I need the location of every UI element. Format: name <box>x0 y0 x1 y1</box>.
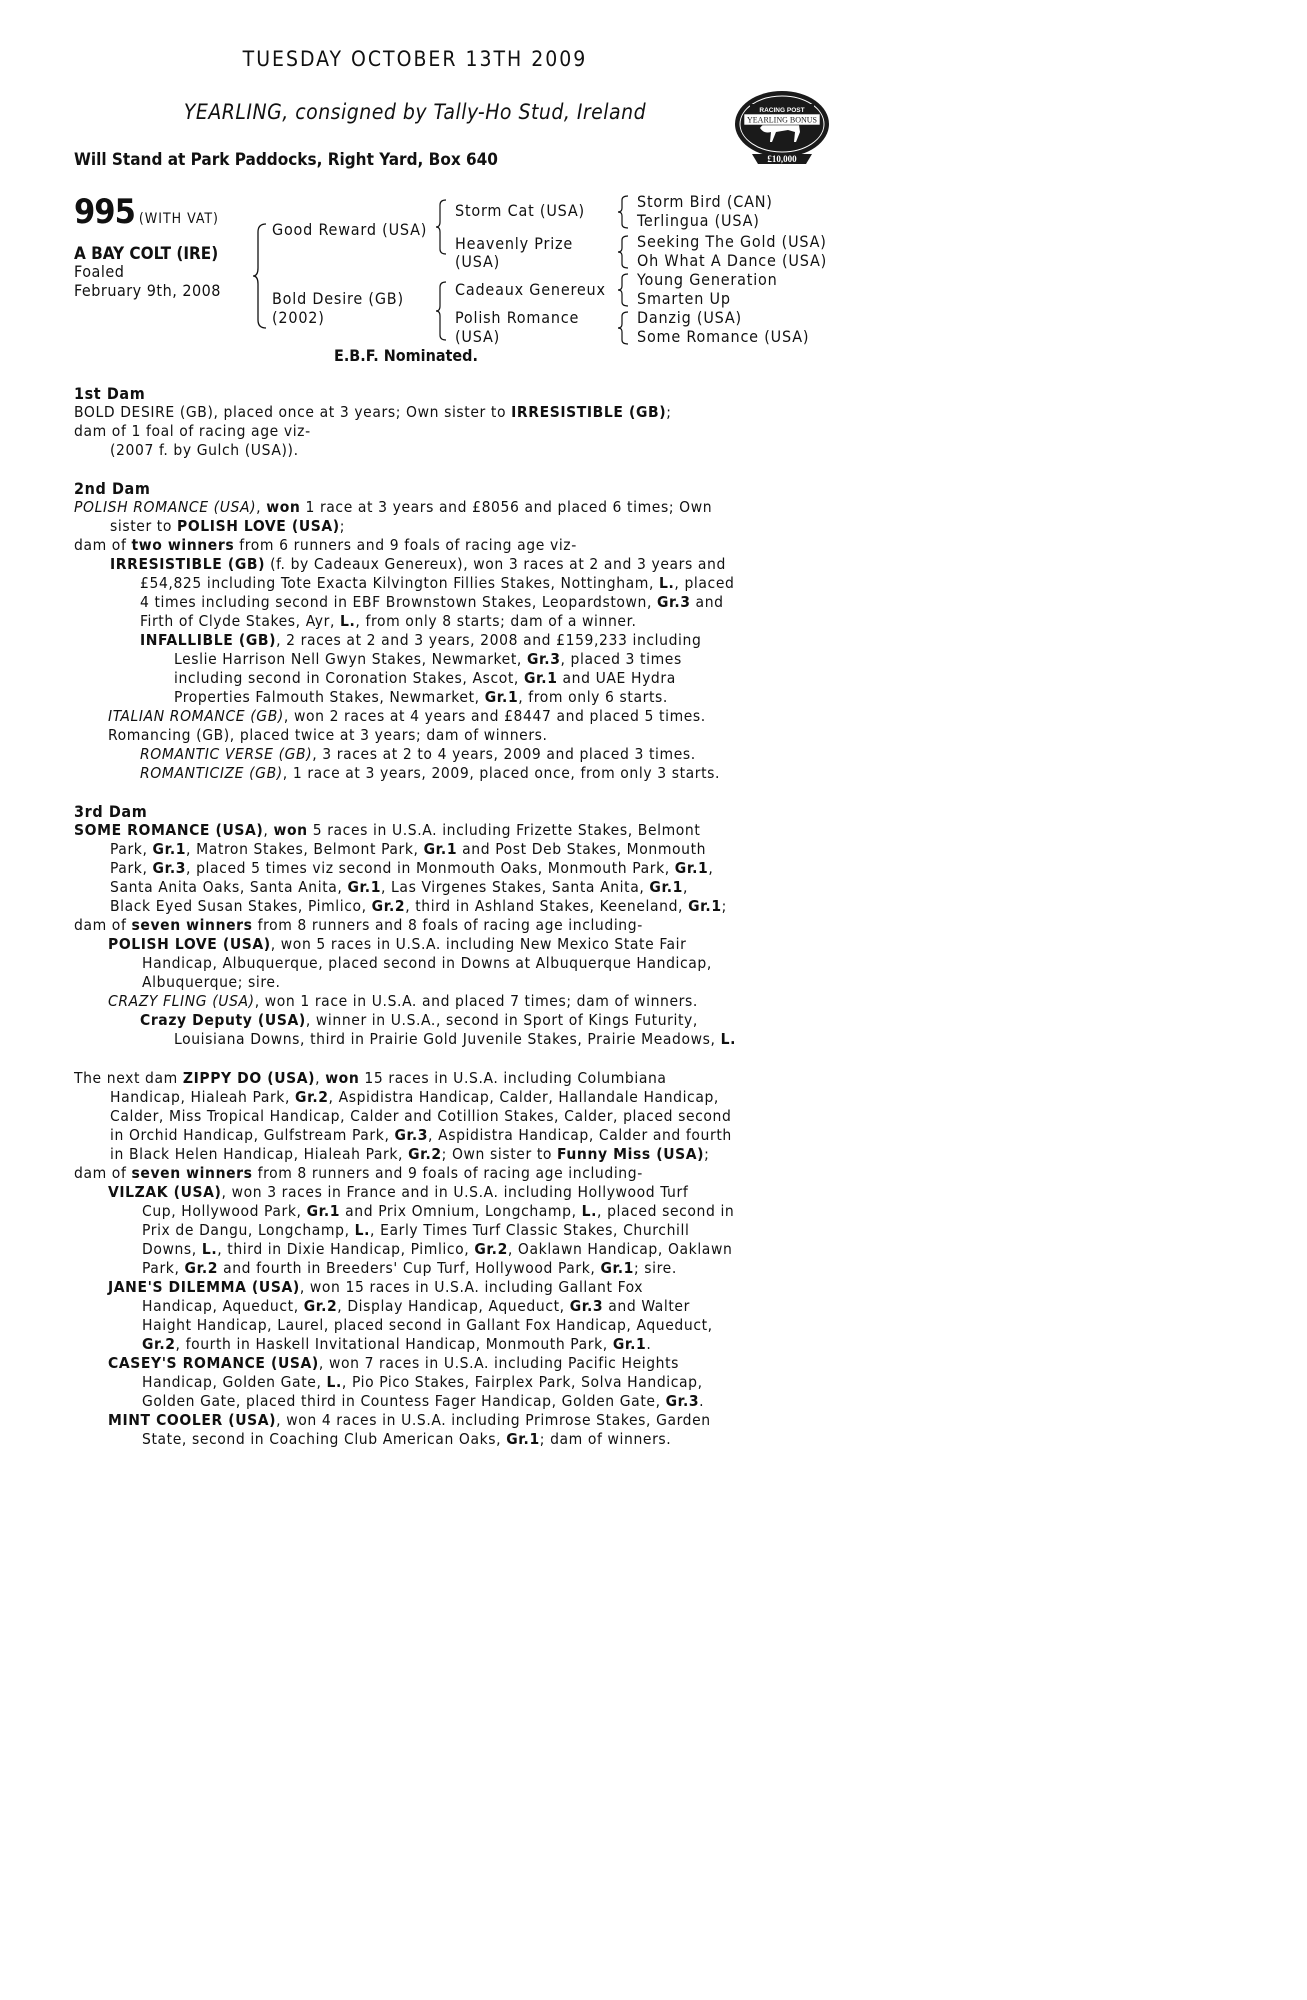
pedigree-sire-dam: Heavenly Prize <box>455 234 574 253</box>
pedigree-bracket-icon <box>435 198 449 256</box>
consignment-line: YEARLING, consigned by Tally-Ho Stud, Ireland <box>183 100 647 124</box>
third-dam-line: Louisiana Downs, third in Prairie Gold Juvenile Stakes, Prairie Meadows, L. <box>174 1030 736 1048</box>
next-dam-line: Park, Gr.2 and fourth in Breeders' Cup Turf, Hollywood Park, Gr.1; sire. <box>142 1259 677 1277</box>
second-dam-line: Properties Falmouth Stakes, Newmarket, Gr.1, from only 6 starts. <box>174 688 668 706</box>
first-dam-line: dam of 1 foal of racing age viz- <box>74 422 311 440</box>
lot-number-block <box>74 192 219 232</box>
pedigree-sdd: Oh What A Dance (USA) <box>637 251 828 270</box>
horse-name: A BAY COLT (IRE) <box>74 244 219 264</box>
pedigree-sds: Seeking The Gold (USA) <box>637 232 827 251</box>
second-dam-section <box>74 479 754 783</box>
foaled-date: February 9th, 2008 <box>74 281 221 300</box>
second-dam-line: 4 times including second in EBF Brownstown Stakes, Leopardstown, Gr.3 and <box>140 593 724 611</box>
third-dam-line: Handicap, Albuquerque, placed second in Downs at Albuquerque Handicap, <box>142 954 712 972</box>
third-dam-line: Park, Gr.1, Matron Stakes, Belmont Park, Gr.1 and Post Deb Stakes, Monmouth <box>110 840 707 858</box>
second-dam-line: INFALLIBLE (GB), 2 races at 2 and 3 years, 2008 and £159,233 including <box>140 631 702 649</box>
pedigree-sire: Good Reward (USA) <box>272 220 428 239</box>
second-dam-line: POLISH ROMANCE (USA), won 1 race at 3 years and £8056 and placed 6 times; Own <box>74 498 713 516</box>
pedigree-dam-dam: Polish Romance <box>455 308 580 327</box>
pedigree-bracket-icon <box>617 194 631 230</box>
next-dam-line: Golden Gate, placed third in Countess Fager Handicap, Golden Gate, Gr.3. <box>142 1392 705 1410</box>
pedigree-dam-year: (2002) <box>272 308 325 327</box>
logo-amount-text: £10,000 <box>767 154 797 164</box>
next-dam-line: State, second in Coaching Club American Oaks, Gr.1; dam of winners. <box>142 1430 672 1448</box>
third-dam-line: SOME ROMANCE (USA), won 5 races in U.S.A. including Frizette Stakes, Belmont <box>74 821 701 839</box>
yearling-bonus-badge-icon <box>730 88 835 170</box>
third-dam-line: Crazy Deputy (USA), winner in U.S.A., second in Sport of Kings Futurity, <box>140 1011 698 1029</box>
next-dam-line: Cup, Hollywood Park, Gr.1 and Prix Omnium, Longchamp, L., placed second in <box>142 1202 735 1220</box>
second-dam-line: Firth of Clyde Stakes, Ayr, L., from only 8 starts; dam of a winner. <box>140 612 637 630</box>
first-dam-section <box>74 384 754 460</box>
pedigree-dsd: Smarten Up <box>637 289 731 308</box>
next-dam-line: Gr.2, fourth in Haskell Invitational Handicap, Monmouth Park, Gr.1. <box>142 1335 652 1353</box>
next-dam-line: MINT COOLER (USA), won 4 races in U.S.A. including Primrose Stakes, Garden <box>108 1411 711 1429</box>
third-dam-section <box>74 802 754 1049</box>
next-dam-line: dam of seven winners from 8 runners and 9 foals of racing age including- <box>74 1164 643 1182</box>
first-dam-heading: 1st Dam <box>74 384 146 403</box>
pedigree-bracket-icon <box>435 280 449 342</box>
next-dam-line: Handicap, Hialeah Park, Gr.2, Aspidistra Handicap, Calder, Hallandale Handicap, <box>110 1088 719 1106</box>
next-dam-line: JANE'S DILEMMA (USA), won 15 races in U.S.A. including Gallant Fox <box>108 1278 644 1296</box>
third-dam-heading: 3rd Dam <box>74 802 148 821</box>
third-dam-line: Albuquerque; sire. <box>142 973 281 991</box>
next-dam-line: The next dam ZIPPY DO (USA), won 15 races in U.S.A. including Columbiana <box>74 1069 667 1087</box>
next-dam-line: Handicap, Golden Gate, L., Pio Pico Stakes, Fairplex Park, Solva Handicap, <box>142 1373 703 1391</box>
pedigree-dds: Danzig (USA) <box>637 308 742 327</box>
pedigree-dam-sire: Cadeaux Genereux <box>455 280 606 299</box>
next-dam-line: in Black Helen Handicap, Hialeah Park, Gr.2; Own sister to Funny Miss (USA); <box>110 1145 710 1163</box>
next-dam-line: Handicap, Aqueduct, Gr.2, Display Handicap, Aqueduct, Gr.3 and Walter <box>142 1297 690 1315</box>
next-dam-line: Prix de Dangu, Longchamp, L., Early Times Turf Classic Stakes, Churchill <box>142 1221 690 1239</box>
pedigree-sire-sire: Storm Cat (USA) <box>455 201 585 220</box>
vat-note: (WITH VAT) <box>138 211 219 227</box>
pedigree-ddd: Some Romance (USA) <box>637 327 810 346</box>
third-dam-line: Santa Anita Oaks, Santa Anita, Gr.1, Las Virgenes Stakes, Santa Anita, Gr.1, <box>110 878 688 896</box>
third-dam-line: dam of seven winners from 8 runners and 8 foals of racing age including- <box>74 916 643 934</box>
logo-top-text: RACING POST <box>759 107 805 114</box>
pedigree-bracket-icon <box>617 310 631 346</box>
third-dam-line: Park, Gr.3, placed 5 times viz second in Monmouth Oaks, Monmouth Park, Gr.1, <box>110 859 714 877</box>
pedigree-sire-dam-2: (USA) <box>455 252 501 271</box>
yearling-bonus-logo <box>730 88 835 170</box>
pedigree-dam: Bold Desire (GB) <box>272 289 404 308</box>
pedigree-bracket-icon <box>617 272 631 308</box>
next-dam-line: in Orchid Handicap, Gulfstream Park, Gr.3, Aspidistra Handicap, Calder and fourth <box>110 1126 732 1144</box>
pedigree-dam-dam-2: (USA) <box>455 327 501 346</box>
stand-location: Will Stand at Park Paddocks, Right Yard, Box 640 <box>74 150 498 170</box>
next-dam-line: Calder, Miss Tropical Handicap, Calder and Cotillion Stakes, Calder, placed second <box>110 1107 732 1125</box>
lot-number: 995 <box>74 192 135 232</box>
second-dam-line: ROMANTIC VERSE (GB), 3 races at 2 to 4 years, 2009 and placed 3 times. <box>140 745 696 763</box>
pedigree-ssd: Terlingua (USA) <box>637 211 760 230</box>
second-dam-line: including second in Coronation Stakes, Ascot, Gr.1 and UAE Hydra <box>174 669 676 687</box>
pedigree-bracket-icon <box>617 234 631 270</box>
pedigree-bracket-icon <box>252 222 270 330</box>
second-dam-heading: 2nd Dam <box>74 479 151 498</box>
third-dam-line: POLISH LOVE (USA), won 5 races in U.S.A. including New Mexico State Fair <box>108 935 687 953</box>
second-dam-line: £54,825 including Tote Exacta Kilvington Fillies Stakes, Nottingham, L., placed <box>140 574 735 592</box>
ebf-nomination: E.B.F. Nominated. <box>334 346 478 365</box>
next-dam-section <box>74 1069 754 1449</box>
sale-date: TUESDAY OCTOBER 13TH 2009 <box>242 47 588 71</box>
next-dam-line: VILZAK (USA), won 3 races in France and in U.S.A. including Hollywood Turf <box>108 1183 689 1201</box>
next-dam-line: Haight Handicap, Laurel, placed second in Gallant Fox Handicap, Aqueduct, <box>142 1316 713 1334</box>
next-dam-line: CASEY'S ROMANCE (USA), won 7 races in U.S.A. including Pacific Heights <box>108 1354 680 1372</box>
logo-middle-text: YEARLING BONUS <box>747 115 817 125</box>
pedigree-dss: Young Generation <box>637 270 778 289</box>
third-dam-line: Black Eyed Susan Stakes, Pimlico, Gr.2, third in Ashland Stakes, Keeneland, Gr.1; <box>110 897 727 915</box>
second-dam-line: Romancing (GB), placed twice at 3 years; dam of winners. <box>108 726 548 744</box>
second-dam-line: ITALIAN ROMANCE (GB), won 2 races at 4 years and £8447 and placed 5 times. <box>108 707 706 725</box>
second-dam-line: sister to POLISH LOVE (USA); <box>110 517 346 535</box>
first-dam-line: BOLD DESIRE (GB), placed once at 3 years; Own sister to IRRESISTIBLE (GB); <box>74 403 672 421</box>
second-dam-line: IRRESISTIBLE (GB) (f. by Cadeaux Genereux), won 3 races at 2 and 3 years and <box>110 555 726 573</box>
second-dam-line: ROMANTICIZE (GB), 1 race at 3 years, 2009, placed once, from only 3 starts. <box>140 764 721 782</box>
next-dam-line: Downs, L., third in Dixie Handicap, Pimlico, Gr.2, Oaklawn Handicap, Oaklawn <box>142 1240 733 1258</box>
first-dam-line: (2007 f. by Gulch (USA)). <box>110 441 299 459</box>
second-dam-line: Leslie Harrison Nell Gwyn Stakes, Newmarket, Gr.3, placed 3 times <box>174 650 682 668</box>
second-dam-line: dam of two winners from 6 runners and 9 foals of racing age viz- <box>74 536 577 554</box>
pedigree-sss: Storm Bird (CAN) <box>637 192 773 211</box>
foaled-label: Foaled <box>74 262 125 281</box>
third-dam-line: CRAZY FLING (USA), won 1 race in U.S.A. and placed 7 times; dam of winners. <box>108 992 698 1010</box>
